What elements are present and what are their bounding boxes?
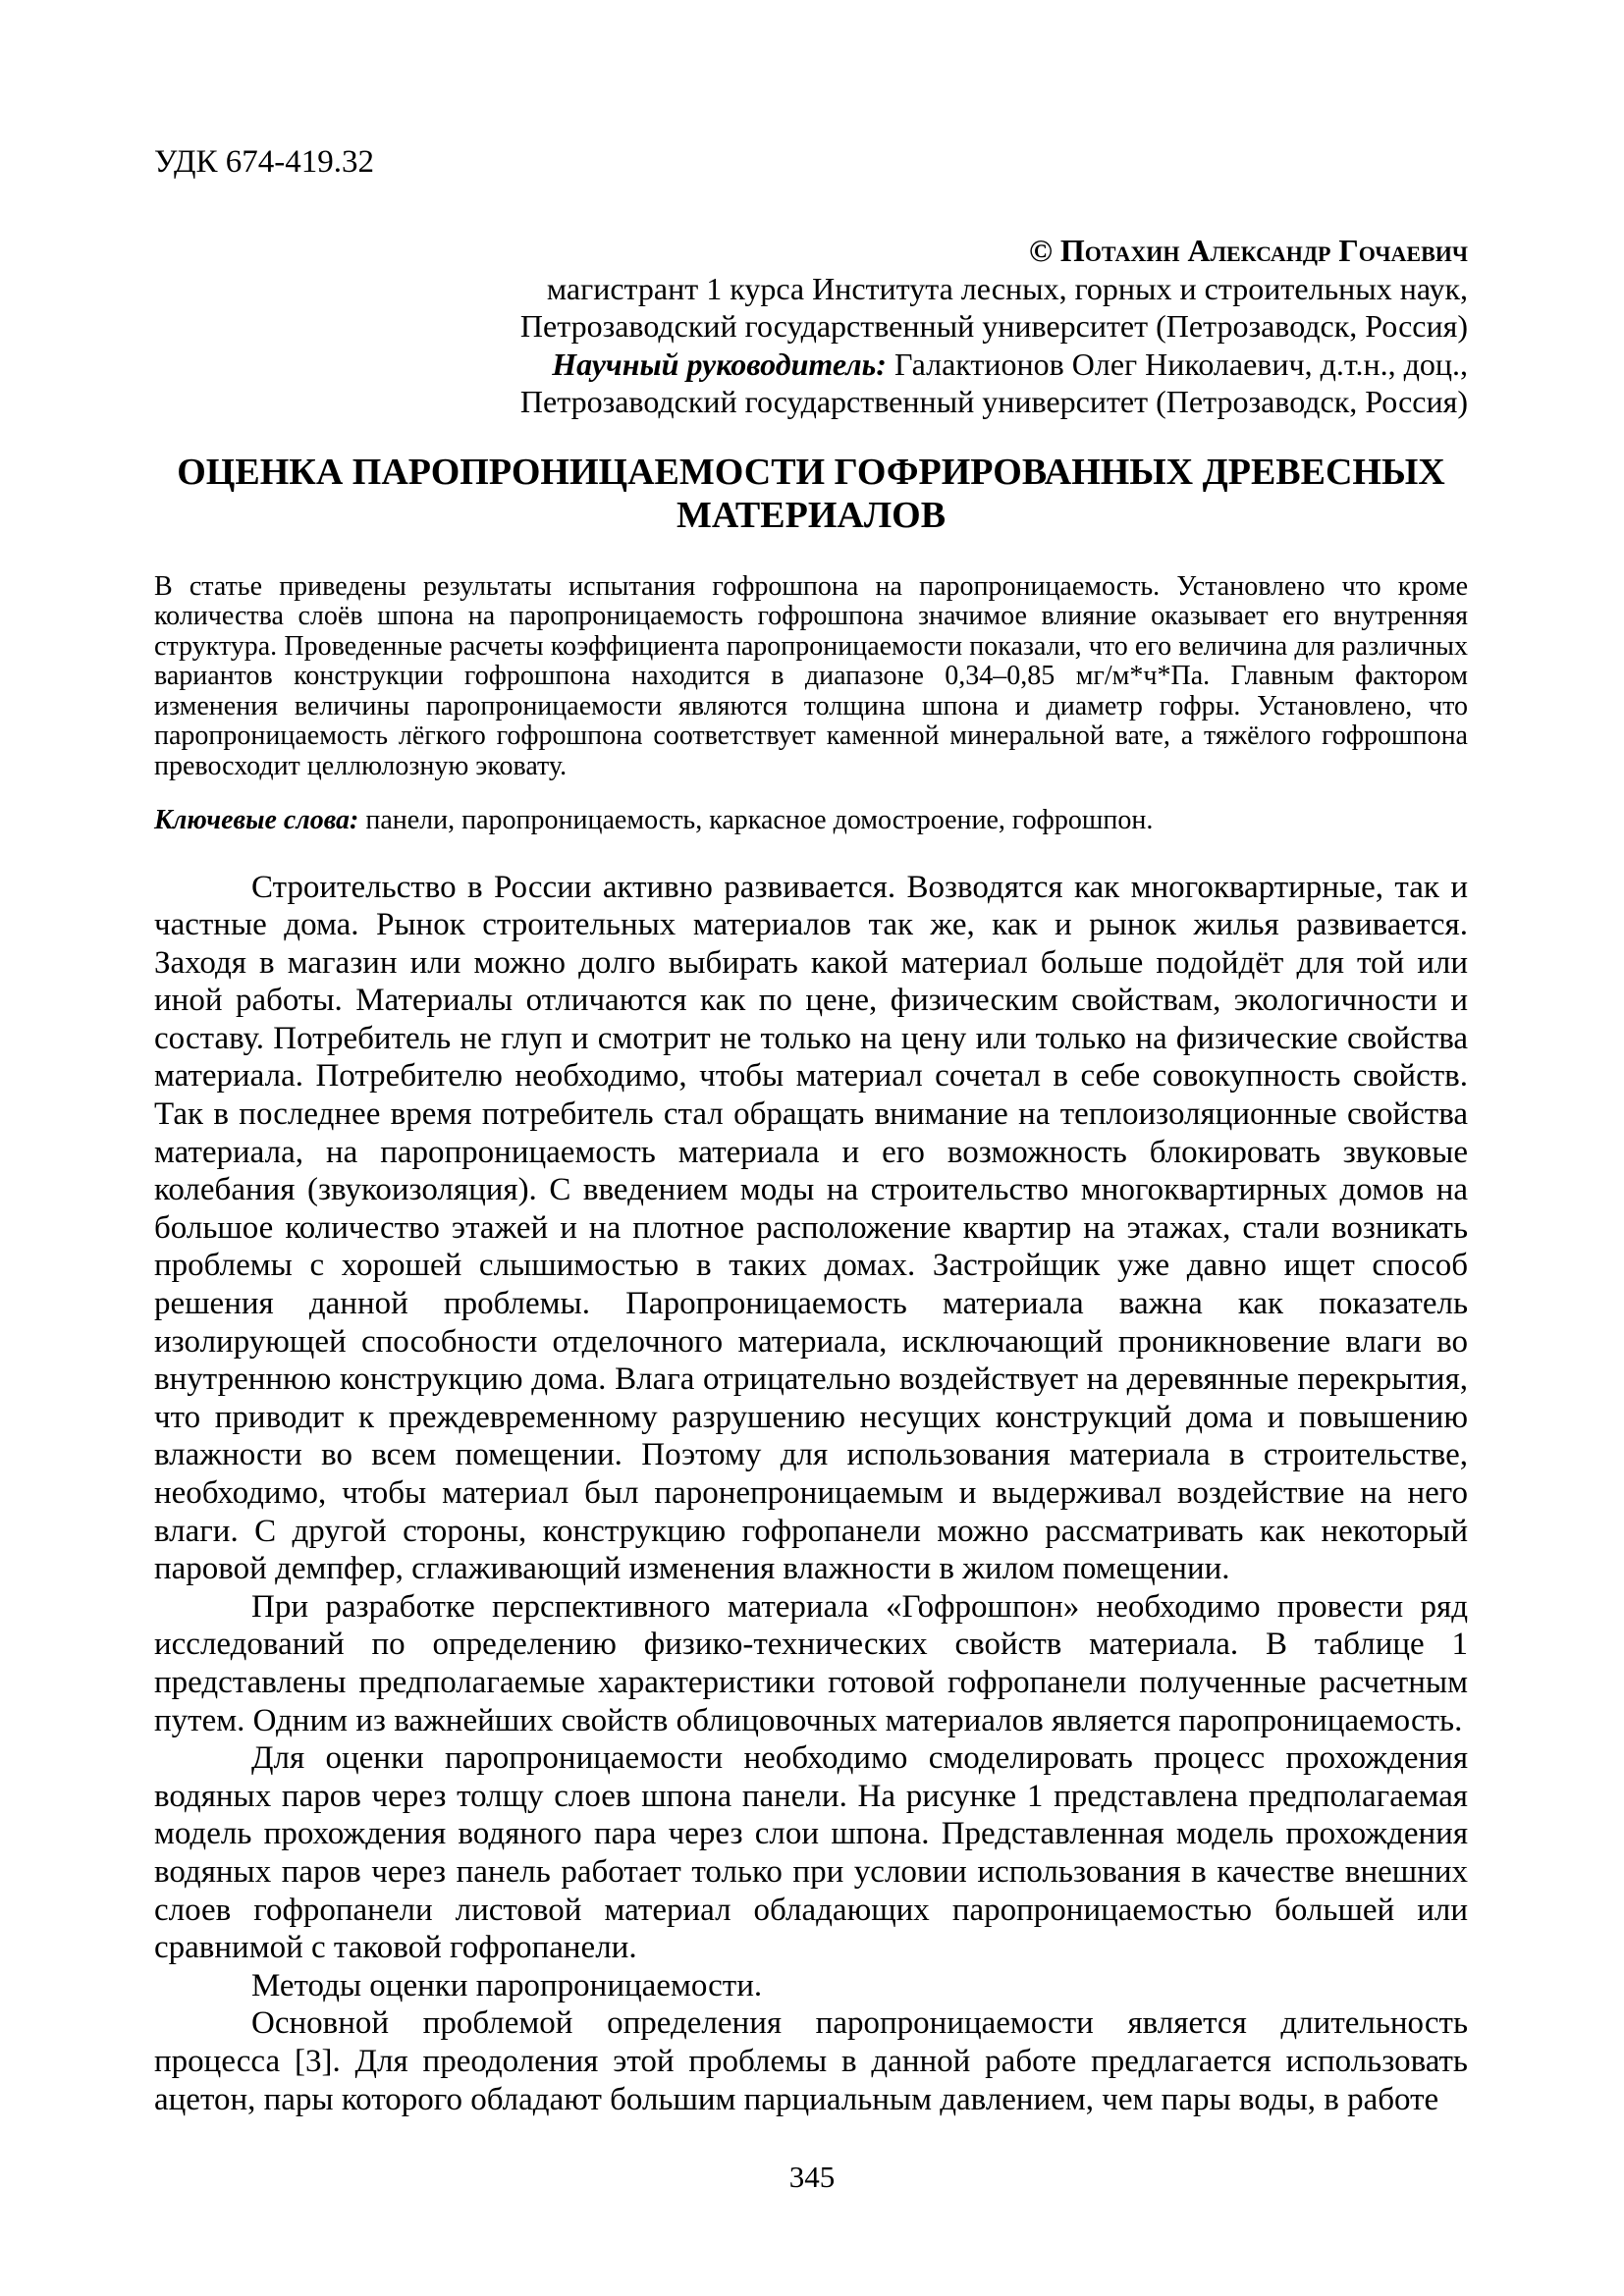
supervisor-affiliation-line: Петрозаводский государственный университет (Петрозаводск, Россия) [519, 384, 1468, 419]
author-role-line: магистрант 1 курса Института лесных, горных и строительных наук, [546, 270, 1468, 306]
author-block [154, 232, 1468, 421]
body-paragraph: Строительство в России активно развивается. Возводятся как многоквартирные, так и частные дома. Рынок строительных материалов так же, как и рынок жилья развивается. Заходя в магазин или можно долго выбирать какой материал больше подойдёт для той или иной работы. Материалы отличаются как по цене, физическим свойствам, экологичности и составу. Потребитель не глуп и смотрит не только на цену или только на физические свойства материала. Потребителю необходимо, чтобы материал сочетал в себе совокупность свойств. Так в последнее время потребитель стал обращать внимание на теплоизоляционные свойства материала, на паропроницаемость материала и его возможность блокировать звуковые колебания (звукоизоляция). С введением моды на строительство многоквартирных домов на большое количество этажей и на плотное расположение квартир на этажах, стали возникать проблемы с хорошей слышимостью в таких домах. Застройщик уже давно ищет способ решения данной проблемы. Паропроницаемость материала важна как показатель изолирующей способности отделочного материала, исключающий проникновение влаги во внутреннюю конструкцию дома. Влага отрицательно воздействует на деревянные перекрытия, что приводит к преждевременному разрушению несущих конструкций дома и повышению влажности во всем помещении. Поэтому для использования материала в строительстве, необходимо, чтобы материал был паронепроницаемым и выдерживал воздействие на него влаги. С другой стороны, конструкцию гофропанели можно рассматривать как некоторый паровой демпфер, сглаживающий изменения влажности в жилом помещении. [154, 869, 1468, 1587]
page-number: 345 [788, 2160, 836, 2194]
body-paragraph: При разработке перспективного материала «Гофрошпон» необходимо провести ряд исследований по определению физико-технических свойств материала. В таблице 1 представлены предполагаемые характеристики готовой гофропанели полученные расчетным путем. Одним из важнейших свойств облицовочных материалов является паропроницаемость. [154, 1588, 1468, 1738]
copyright-author-line: © Потахин Александр Гочаевич [1029, 233, 1468, 268]
udc-number: УДК 674-419.32 [154, 144, 375, 180]
article-title: ОЦЕНКА ПАРОПРОНИЦАЕМОСТИ ГОФРИРОВАННЫХ ДРЕВЕСНЫХ МАТЕРИАЛОВ [177, 451, 1445, 536]
page-content [154, 0, 1468, 2118]
abstract-paragraph: В статье приведены результаты испытания гофрошпона на паропроницаемость. Установлено что кроме количества слоёв шпона на паропроницаемость гофрошпона значимое влияние оказывает его внутренняя структура. Проведенные расчеты коэффициента паропроницаемости показали, что его величина для различных вариантов конструкции гофрошпона находится в диапазоне 0,34–0,85 мг/м*ч*Па. Главным фактором изменения величины паропроницаемости являются толщина шпона и диаметр гофры. Установлено, что паропроницаемость лёгкого гофрошпона соответствует каменной минеральной вате, а тяжёлого гофрошпона превосходит целлюлозную эковату. [154, 570, 1468, 781]
supervisor-name: Галактионов Олег Николаевич, д.т.н., доц., [886, 346, 1468, 382]
body-paragraph: Для оценки паропроницаемости необходимо смоделировать процесс прохождения водяных паров через толщу слоев шпона панели. На рисунке 1 представлена предполагаемая модель прохождения водяного пара через слои шпона. Представленная модель прохождения водяных паров через панель работает только при условии использования в качестве внешних слоев гофропанели листовой материал обладающих паропроницаемостью большей или сравнимой с таковой гофропанели. [154, 1740, 1468, 1966]
keywords-line [154, 806, 1468, 836]
supervisor-label: Научный руководитель: [552, 346, 887, 382]
keywords-label: Ключевые слова: [154, 805, 359, 835]
keywords-text: панели, паропроницаемость, каркасное домостроение, гофрошпон. [358, 805, 1154, 835]
article-body [154, 869, 1468, 2119]
author-affiliation-line: Петрозаводский государственный университет (Петрозаводск, Россия) [519, 308, 1468, 344]
body-paragraph: Основной проблемой определения паропроницаемости является длительность процесса [3]. Для преодоления этой проблемы в данной работе предлагается использовать ацетон, пары которого обладают большим парциальным давлением, чем пары воды, в работе [154, 2005, 1468, 2117]
body-paragraph: Методы оценки паропроницаемости. [251, 1967, 763, 2003]
supervisor-line [154, 346, 1468, 384]
